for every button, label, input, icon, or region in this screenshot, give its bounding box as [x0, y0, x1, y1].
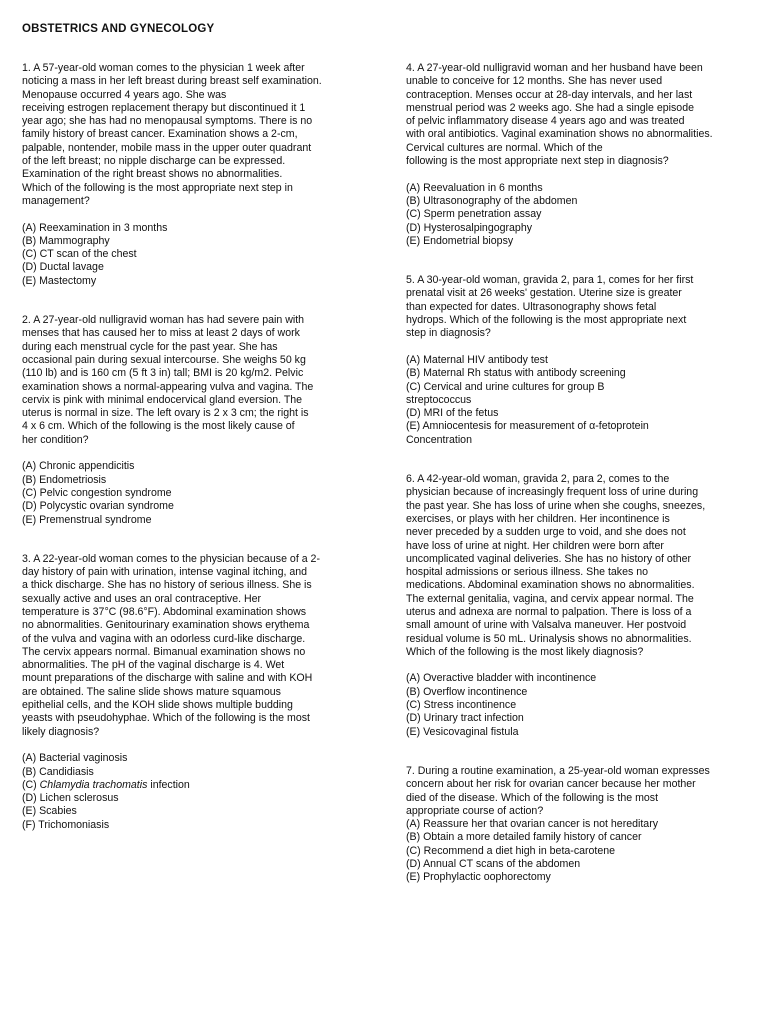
- option-d: (D) Ductal lavage: [22, 261, 104, 274]
- stem-line: sexually active and uses an oral contraceptive. Her: [22, 592, 262, 605]
- stem-line: yeasts with pseudohyphae. Which of the following is the most: [22, 712, 310, 725]
- option-f: (F) Trichomoniasis: [22, 818, 110, 831]
- question-stem: [22, 553, 352, 739]
- stem-line: of the vulva and vagina with an odorless curd-like discharge.: [22, 632, 306, 645]
- option-b: (B) Maternal Rh status with antibody screening: [406, 367, 626, 380]
- stem-line: died of the disease. Which of the following is the most: [406, 791, 659, 804]
- stem-line: uncomplicated vaginal deliveries. She has no history of other: [406, 552, 692, 565]
- stem-line: residual volume is 50 mL. Urinalysis shows no abnormalities.: [406, 632, 692, 645]
- option-e: (E) Vesicovaginal fistula: [406, 725, 519, 738]
- stem-line: hydrops. Which of the following is the most appropriate next: [406, 314, 687, 327]
- option-d: (D) Hysterosalpingography: [406, 221, 533, 234]
- option-b: (B) Ultrasonography of the abdomen: [406, 194, 578, 207]
- answer-options: [406, 818, 742, 884]
- option-a: (A) Reexamination in 3 months: [22, 221, 168, 234]
- answer-options: [22, 460, 352, 526]
- stem-line: 5. A 30-year-old woman, gravida 2, para 1, comes for her first: [406, 274, 694, 287]
- option-c: (C) Pelvic congestion syndrome: [22, 486, 172, 499]
- question-4: [406, 62, 742, 248]
- stem-line: examination shows a normal-appearing vulva and vagina. The: [22, 380, 314, 393]
- page-title: OBSTETRICS AND GYNECOLOGY: [22, 23, 215, 35]
- stem-line: Which of the following is the most likely diagnosis?: [406, 645, 644, 658]
- stem-line: her condition?: [22, 433, 89, 446]
- stem-line: occasional pain during sexual intercourse. She weighs 50 kg: [22, 353, 306, 366]
- question-5: [406, 274, 742, 447]
- option-a: (A) Overactive bladder with incontinence: [406, 672, 597, 685]
- stem-line: step in diagnosis?: [406, 327, 491, 340]
- option-d: (D) Annual CT scans of the abdomen: [406, 858, 581, 871]
- option-a: (A) Chronic appendicitis: [22, 460, 135, 473]
- stem-line: likely diagnosis?: [22, 725, 100, 738]
- option-b: (B) Candidiasis: [22, 765, 94, 778]
- stem-line: 4. A 27-year-old nulligravid woman and her husband have been: [406, 62, 703, 74]
- option-e: (E) Amniocentesis for measurement of α-fetoprotein: [406, 420, 649, 433]
- stem-line: during each menstrual cycle for the past year. She has: [22, 340, 278, 353]
- question-3: [22, 553, 352, 832]
- answer-options: [406, 354, 742, 447]
- stem-line: than expected for dates. Ultrasonography shows fetal: [406, 300, 657, 313]
- option-c: (C) Recommend a diet high in beta-carotene: [406, 844, 616, 857]
- stem-line: uterus and adnexa are normal to palpation. There is loss of a: [406, 605, 692, 618]
- stem-line: menstrual period was 2 weeks ago. She had a single episode: [406, 101, 694, 114]
- answer-options: [22, 752, 352, 832]
- question-1: [22, 62, 352, 288]
- option-b: (B) Obtain a more detailed family history of cancer: [406, 831, 642, 844]
- stem-line: abnormalities. The pH of the vaginal discharge is 4. Wet: [22, 659, 285, 672]
- stem-line: hospital admissions or serious illness. She takes no: [406, 566, 649, 579]
- stem-line: The cervix appears normal. Bimanual examination shows no: [22, 645, 306, 658]
- question-7: [406, 765, 742, 885]
- question-stem: [22, 314, 352, 447]
- question-stem: [406, 62, 742, 168]
- option-d: (D) Polycystic ovarian syndrome: [22, 500, 174, 513]
- stem-line: appropriate course of action?: [406, 804, 544, 817]
- question-stem: [406, 765, 742, 818]
- stem-line: Menopause occurred 4 years ago. She was: [22, 88, 227, 101]
- option-c: (C) Sperm penetration assay: [406, 208, 542, 221]
- stem-line: no abnormalities. Genitourinary examination shows erythema: [22, 619, 310, 632]
- stem-line: a thick discharge. She has no history of serious illness. She is: [22, 579, 312, 592]
- option-a: (A) Bacterial vaginosis: [22, 752, 128, 765]
- option-a: (A) Maternal HIV antibody test: [406, 353, 548, 366]
- option-b: (B) Overflow incontinence: [406, 685, 528, 698]
- option-text: infection: [147, 778, 190, 791]
- option-e: (E) Endometrial biopsy: [406, 234, 514, 247]
- stem-line: palpable, nontender, mobile mass in the upper outer quadrant: [22, 141, 312, 154]
- stem-line: year ago; she has had no menopausal symptoms. There is no: [22, 115, 313, 128]
- stem-line: never preceded by a sudden urge to void, and she does not: [406, 526, 686, 539]
- option-e: (E) Premenstrual syndrome: [22, 513, 152, 526]
- stem-line: Cervical cultures are normal. Which of the: [406, 141, 603, 154]
- answer-options: [406, 182, 742, 248]
- stem-line: epithelial cells, and the KOH slide shows multiple budding: [22, 699, 293, 712]
- stem-line: cervix is pink with minimal endocervical gland eversion. The: [22, 393, 303, 406]
- option-d: (D) Lichen sclerosus: [22, 792, 119, 805]
- question-stem: [406, 473, 742, 659]
- stem-line: 7. During a routine examination, a 25-year-old woman expresses: [406, 764, 710, 777]
- left-column: [22, 62, 352, 858]
- stem-line: small amount of urine with Valsalva maneuver. Her postvoid: [406, 619, 687, 632]
- option-letter: (C): [22, 778, 40, 791]
- stem-line: noticing a mass in her left breast during breast self examination.: [22, 75, 322, 88]
- stem-line: the past year. She has loss of urine when she coughs, sneezes,: [406, 499, 706, 512]
- stem-line: (110 lb) and is 160 cm (5 ft 3 in) tall; BMI is 20 kg/m2. Pelvic: [22, 367, 304, 380]
- option-e: (E) Scabies: [22, 805, 77, 818]
- stem-line: are obtained. The saline slide shows mature squamous: [22, 685, 281, 698]
- option-e-continued: Concentration: [406, 433, 472, 446]
- stem-line: have loss of urine at night. Her children were born after: [406, 539, 664, 552]
- question-2: [22, 314, 352, 527]
- question-6: [406, 473, 742, 739]
- stem-line: management?: [22, 194, 90, 207]
- stem-line: menses that has caused her to miss at least 2 days of work: [22, 327, 300, 340]
- option-c: (C) CT scan of the chest: [22, 248, 137, 261]
- option-c: (C) Stress incontinence: [406, 699, 517, 712]
- stem-line: unable to conceive for 12 months. She has never used: [406, 75, 663, 88]
- stem-line: 1. A 57-year-old woman comes to the physician 1 week after: [22, 62, 305, 74]
- stem-line: day history of pain with urination, intense vaginal itching, and: [22, 566, 308, 579]
- option-d: (D) MRI of the fetus: [406, 407, 499, 420]
- stem-line: with oral antibiotics. Vaginal examination shows no abnormalities.: [406, 128, 713, 141]
- option-b: (B) Endometriosis: [22, 473, 107, 486]
- right-column: [406, 62, 742, 911]
- stem-line: physician because of increasingly frequent loss of urine during: [406, 486, 699, 499]
- answer-options: [406, 672, 742, 738]
- stem-line: of pelvic inflammatory disease 4 years ago and was treated: [406, 115, 685, 128]
- stem-line: medications. Abdominal examination shows no abnormalities.: [406, 579, 695, 592]
- stem-line: family history of breast cancer. Examination shows a 2-cm,: [22, 128, 298, 141]
- option-c: (C) Cervical and urine cultures for group B: [406, 380, 605, 393]
- question-stem: [406, 274, 742, 340]
- option-a: (A) Reassure her that ovarian cancer is not hereditary: [406, 818, 659, 831]
- stem-line: uterus is normal in size. The left ovary is 2 x 3 cm; the right is: [22, 407, 309, 420]
- stem-line: prenatal visit at 26 weeks' gestation. Uterine size is greater: [406, 287, 682, 300]
- stem-line: 2. A 27-year-old nulligravid woman has had severe pain with: [22, 314, 305, 327]
- stem-line: Examination of the right breast shows no abnormalities.: [22, 168, 283, 181]
- stem-line: mount preparations of the discharge with saline and with KOH: [22, 672, 313, 685]
- question-stem: [22, 62, 352, 208]
- stem-line: 4 x 6 cm. Which of the following is the most likely cause of: [22, 420, 295, 433]
- option-e: (E) Prophylactic oophorectomy: [406, 871, 551, 884]
- stem-line: exercises, or plays with her children. Her incontinence is: [406, 512, 670, 525]
- option-d: (D) Urinary tract infection: [406, 712, 524, 725]
- stem-line: of the left breast; no nipple discharge can be expressed.: [22, 155, 286, 168]
- stem-line: 6. A 42-year-old woman, gravida 2, para 2, comes to the: [406, 473, 670, 486]
- answer-options: [22, 222, 352, 288]
- stem-line: The external genitalia, vagina, and cervix appear normal. The: [406, 592, 694, 605]
- stem-line: 3. A 22-year-old woman comes to the physician because of a 2-: [22, 552, 320, 565]
- stem-line: concern about her risk for ovarian cancer because her mother: [406, 778, 696, 791]
- option-a: (A) Reevaluation in 6 months: [406, 181, 543, 194]
- option-b: (B) Mammography: [22, 234, 110, 247]
- stem-line: receiving estrogen replacement therapy but discontinued it 1: [22, 101, 306, 114]
- stem-line: contraception. Menses occur at 28-day intervals, and her last: [406, 88, 693, 101]
- stem-line: temperature is 37°C (98.6°F). Abdominal examination shows: [22, 605, 307, 618]
- stem-line: following is the most appropriate next step in diagnosis?: [406, 155, 669, 168]
- option-e: (E) Mastectomy: [22, 274, 97, 287]
- option-c-continued: streptococcus: [406, 393, 472, 406]
- stem-line: Which of the following is the most appropriate next step in: [22, 181, 293, 194]
- organism-name: Chlamydia trachomatis: [39, 778, 148, 791]
- option-c: [22, 779, 352, 792]
